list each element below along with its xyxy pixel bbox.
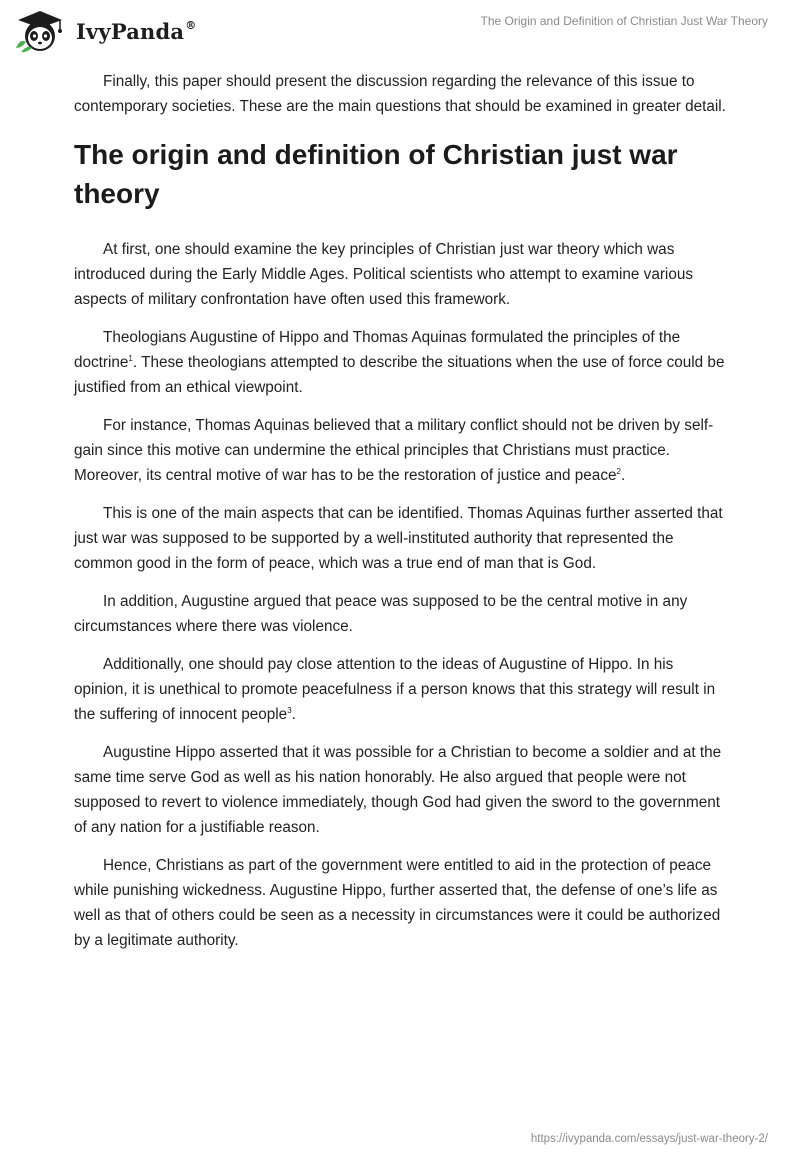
footnote-ref[interactable]: 3 — [287, 706, 292, 715]
footnote-ref[interactable]: 1 — [128, 354, 133, 363]
footnote-ref[interactable]: 2 — [616, 467, 621, 476]
source-url[interactable]: https://ivypanda.com/essays/just-war-theory-2/ — [530, 1133, 768, 1145]
paragraph: Hence, Christians as part of the government were entitled to aid in the protection of peace while punishing wickedness. Augustine Hippo, further asserted that, the defense of one’s life as well as that of others could be seen as a necessity in circumstances were it could be authorized by a legitimate authority. — [74, 857, 721, 949]
intro-paragraph: Finally, this paper should present the discussion regarding the relevance of this issue to contemporary societies. These are the main questions that should be examined in greater detail. — [74, 73, 726, 115]
section-heading: The origin and definition of Christian just war theory — [74, 139, 678, 209]
brand-logo[interactable] — [12, 8, 196, 54]
paragraph: Additionally, one should pay close attention to the ideas of Augustine of Hippo. In his opinion, it is unethical to promote peacefulness if a person knows that this strategy will result in the suffering of innocent people$^3$. — [74, 656, 716, 723]
paragraph: In addition, Augustine argued that peace was supposed to be the central motive in any circumstances where there was violence. — [74, 593, 688, 635]
panda-graduate-icon — [12, 8, 70, 54]
essay-body — [74, 69, 730, 966]
document-title: The Origin and Definition of Christian Just War Theory — [480, 14, 768, 28]
page-header — [0, 0, 800, 62]
paragraph: This is one of the main aspects that can be identified. Thomas Aquinas further asserted that just war was supposed to be supported by a well-instituted authority that represented the common good in the form of peace, which was a true end of man that is God. — [74, 505, 723, 572]
brand-name: IvyPanda® — [76, 18, 197, 44]
paragraph: Augustine Hippo asserted that it was possible for a Christian to become a soldier and at the same time serve God as well as his nation honorably. He also argued that people were not supposed to revert to violence immediately, though God had given the sword to the government of any nation for a justifiable reason. — [74, 744, 722, 836]
paragraph: For instance, Thomas Aquinas believed that a military conflict should not be driven by self-gain since this motive can undermine the ethical principles that Christians must practice. Moreover, its central motive of war has to be the restoration of justice and peace$^2$. — [74, 417, 714, 484]
paragraph: Theologians Augustine of Hippo and Thomas Aquinas formulated the principles of the doctrine$^1$. These theologians attempted to describe the situations when the use of force could be justified from an ethical viewpoint. — [74, 329, 725, 396]
paragraph: At first, one should examine the key principles of Christian just war theory which was introduced during the Early Middle Ages. Political scientists who attempt to examine various aspects of military confrontation have often used this framework. — [74, 241, 693, 308]
